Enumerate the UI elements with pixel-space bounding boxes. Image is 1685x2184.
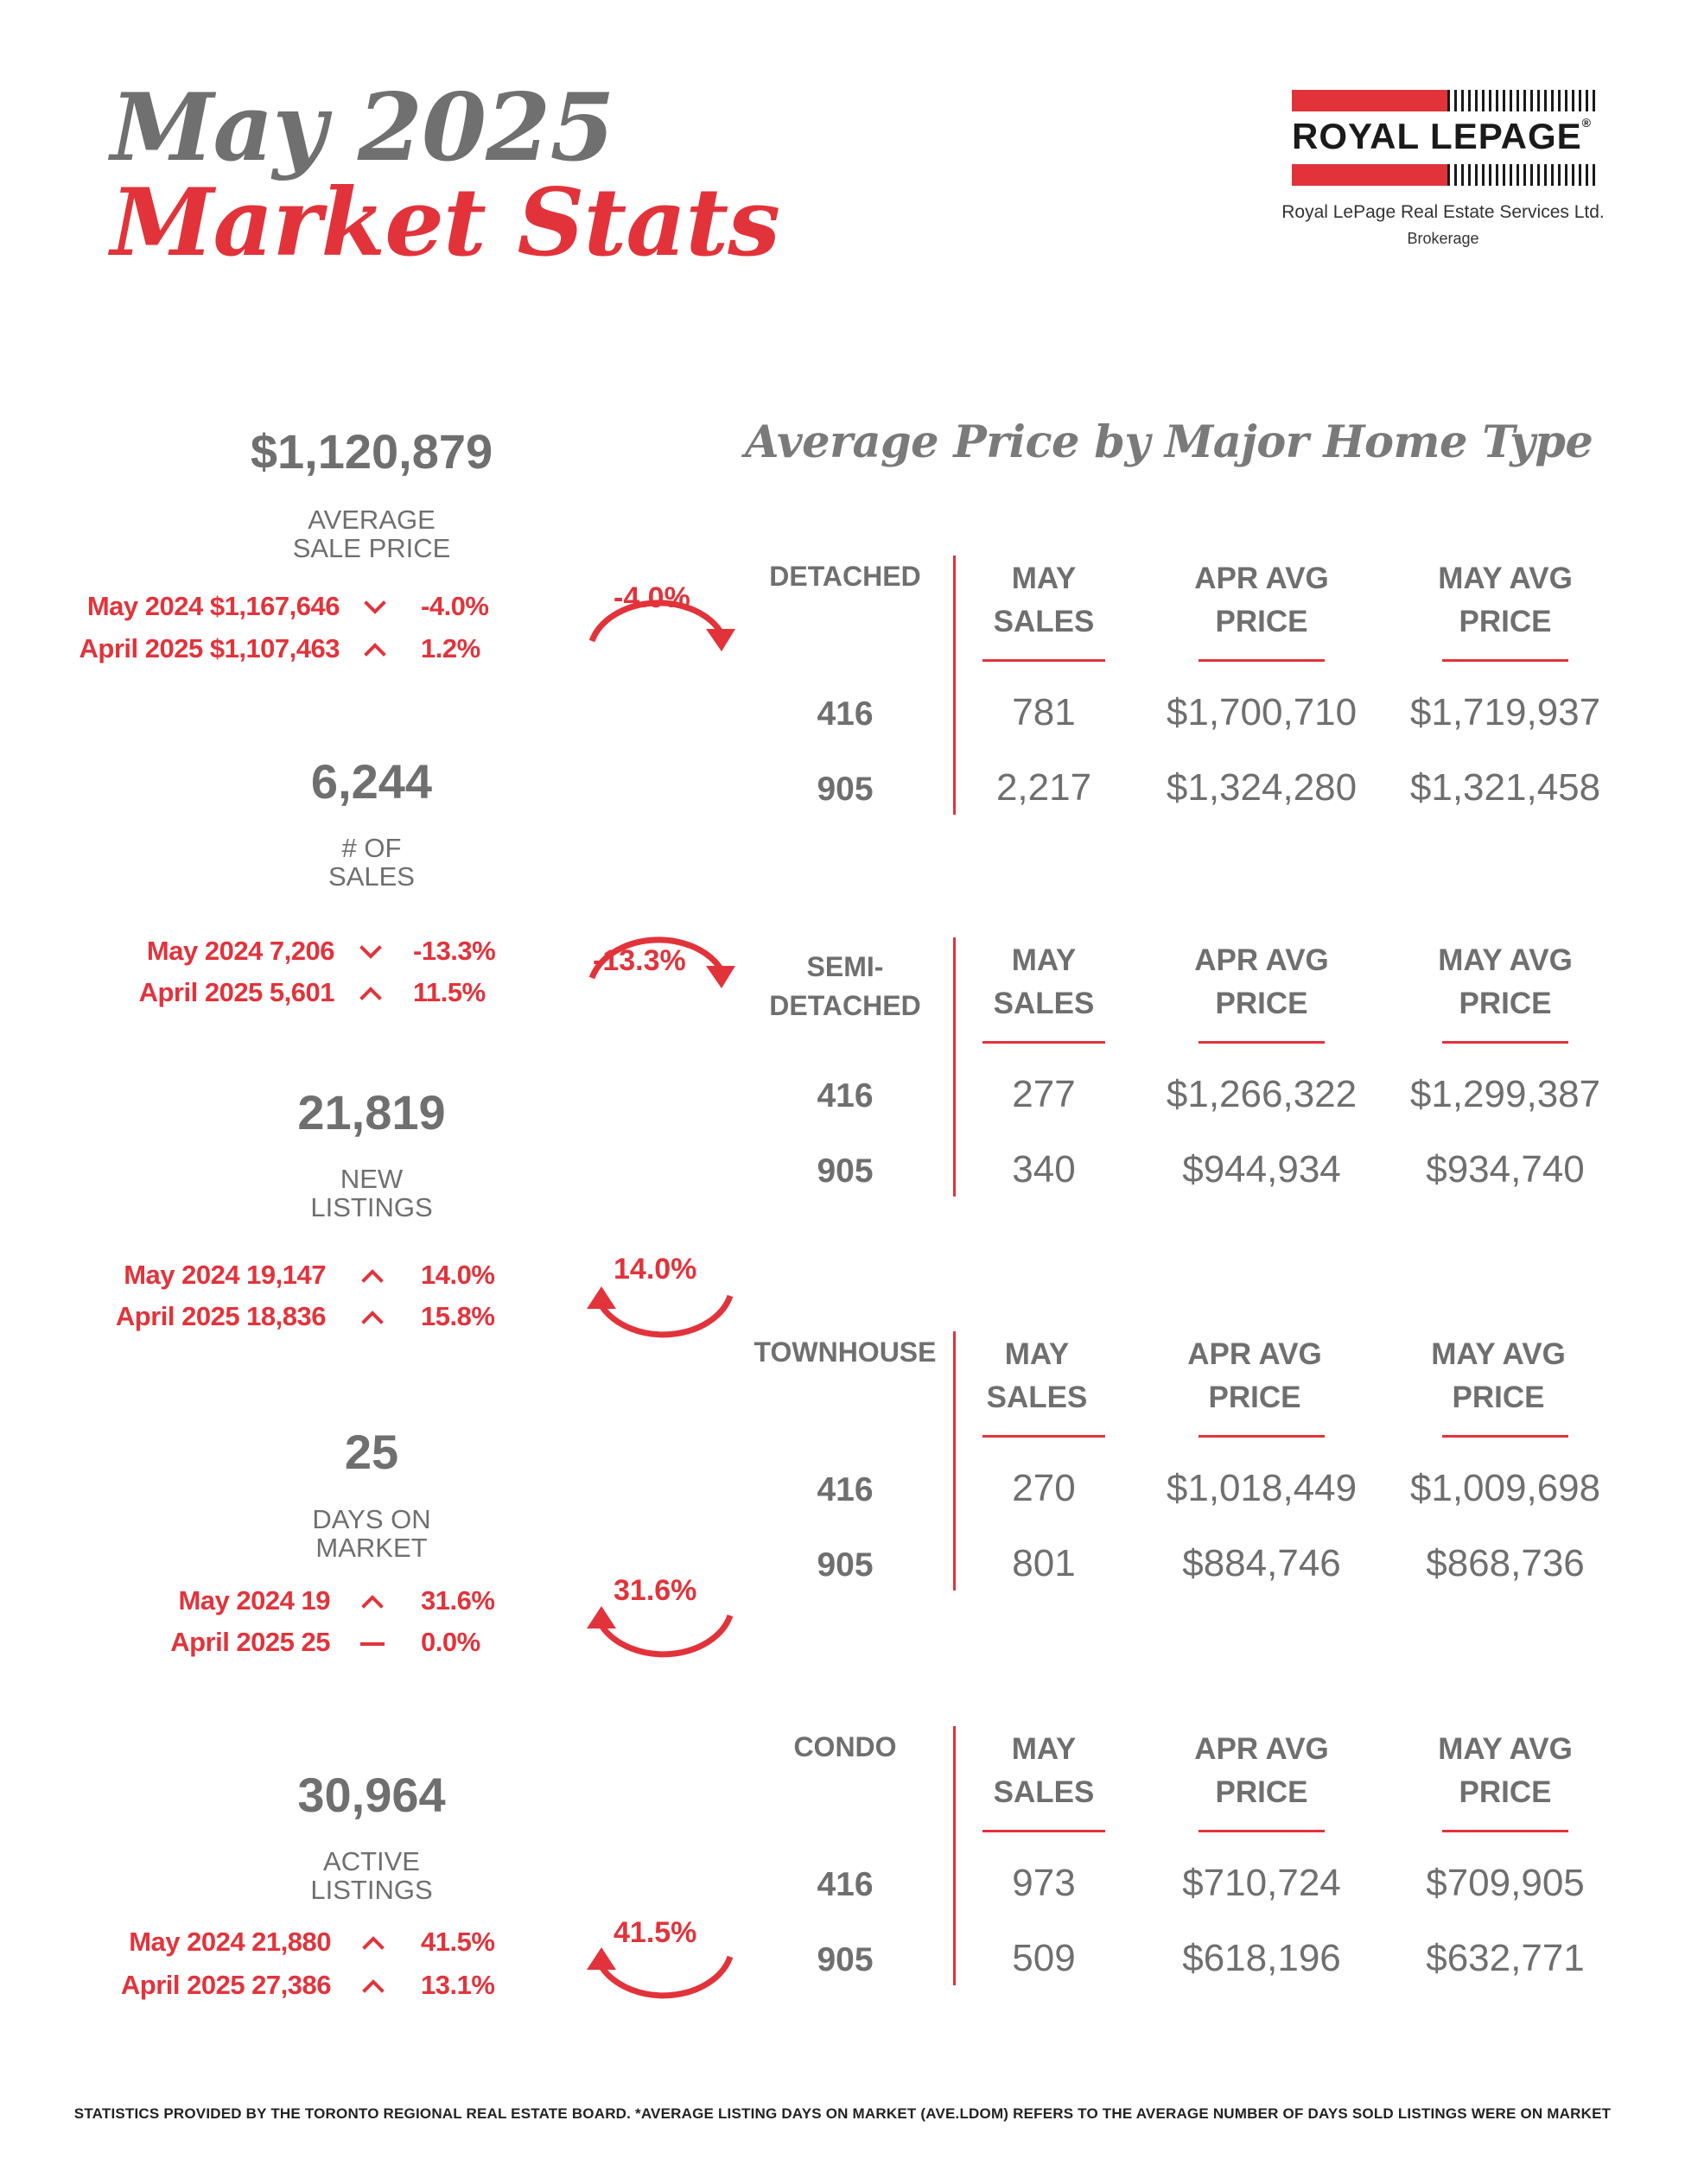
col-apr-avg-price-underline [1199,659,1325,662]
may-avg-price-value: $1,299,387 [1409,1073,1601,1115]
stat-value: $1,120,879 [250,424,493,479]
stat-label-line-1: AVERAGE [308,505,436,535]
col-may-avg-price-header-line-1: MAY AVG [1431,1337,1566,1371]
may-avg-price-value: $1,009,698 [1409,1467,1601,1509]
title-line-2: Market Stats [111,168,780,277]
chevron-up-icon [359,1267,386,1286]
comparison-label: April 2025 27,386 [120,1970,331,2000]
stat-label-line-2: SALE PRICE [292,533,451,563]
stat-label-line-1: DAYS ON [312,1504,431,1534]
col-may-sales-underline [982,1830,1105,1832]
change-badge: -4.0% [614,581,690,614]
stat-label-line-2: LISTINGS [310,1192,433,1222]
col-apr-avg-price-underline [1199,1830,1325,1832]
col-may-avg-price-header [1393,1728,1618,1814]
col-apr-avg-price-header-line-2: PRICE [1215,987,1308,1020]
section-heading: Average Price by Major Home Type [745,416,1593,468]
comparison-label: May 2024 19,147 [124,1260,326,1290]
col-apr-avg-price-header-line-2: PRICE [1215,605,1308,638]
stat-value: 30,964 [297,1768,446,1822]
area-code: 416 [817,1471,874,1508]
footnote: STATISTICS PROVIDED BY THE TORONTO REGIONAL REAL ESTATE BOARD. *AVERAGE LISTING DAYS ON MARKET (AVE.LDOM) REFERS TO THE AVERAGE NUMBER OF DAYS SOLD LISTINGS WERE ON MARKET [73,2105,1612,2122]
col-apr-avg-price-header [1149,1728,1374,1814]
col-apr-avg-price-header-line-1: APR AVG [1194,562,1329,595]
apr-avg-price-value: $710,724 [1182,1862,1341,1904]
may-avg-price-value: $632,771 [1426,1937,1585,1979]
col-may-sales-header-line-1: MAY [1011,1732,1077,1766]
comparison-change: 11.5% [413,977,486,1007]
col-may-avg-price-header-line-2: PRICE [1459,1775,1552,1809]
home-type-line-2: DETACHED [769,990,921,1021]
home-type-label [741,1728,949,1767]
col-may-avg-price-header [1386,1333,1611,1419]
col-may-sales-header-line-1: MAY [1011,943,1077,977]
may-sales-value: 277 [1012,1073,1076,1115]
comparison-label: May 2024 19 [178,1585,330,1616]
col-may-sales-header [925,1333,1149,1419]
col-may-sales-underline [982,1435,1105,1438]
may-sales-value: 340 [1012,1148,1076,1190]
apr-avg-price-value: $1,324,280 [1166,766,1358,809]
comparison-change: 0.0% [421,1627,480,1657]
may-avg-price-value: $1,321,458 [1409,766,1601,809]
col-may-avg-price-underline [1442,1041,1568,1044]
stat-value: 6,244 [310,754,433,809]
col-may-avg-price-underline [1442,659,1568,662]
area-code: 905 [817,1546,874,1584]
apr-avg-price-value: $1,018,449 [1166,1467,1358,1509]
col-may-sales-header-line-2: SALES [993,987,1095,1020]
comparison-label: April 2025 $1,107,463 [79,633,340,663]
home-type-line-1: CONDO [793,1731,897,1762]
col-may-avg-price-header-line-2: PRICE [1459,987,1552,1020]
comparison-label: April 2025 5,601 [138,977,334,1007]
chevron-up-icon [359,1592,386,1611]
change-badge: 31.6% [614,1574,697,1607]
comparison-change: 15.8% [421,1301,495,1331]
chevron-up-icon [359,1977,387,1996]
col-may-sales-header [932,939,1156,1025]
stat-label-line-1: NEW [340,1164,404,1194]
home-type-line-1: TOWNHOUSE [753,1336,937,1368]
comparison-change: 13.1% [421,1970,495,2000]
apr-avg-price-value: $618,196 [1182,1937,1341,1979]
col-apr-avg-price-underline [1199,1041,1325,1044]
area-code: 416 [817,1077,874,1114]
may-avg-price-value: $709,905 [1426,1862,1585,1904]
apr-avg-price-value: $1,700,710 [1166,691,1358,733]
comparison-label: April 2025 18,836 [115,1301,326,1331]
may-sales-value: 270 [1012,1467,1076,1509]
may-sales-value: 781 [1012,691,1076,733]
comparison-change: 14.0% [421,1260,495,1290]
change-badge: 41.5% [614,1916,697,1949]
col-may-sales-header-line-2: SALES [986,1381,1088,1414]
chevron-up-icon [359,1933,387,1952]
col-may-sales-header-line-1: MAY [1011,562,1077,595]
col-apr-avg-price-header [1142,1333,1367,1419]
comparison-change: 41.5% [421,1927,495,1957]
chevron-up-icon [361,640,389,659]
col-may-avg-price-header-line-2: PRICE [1459,605,1552,638]
home-type-line-1: DETACHED [769,561,921,592]
col-apr-avg-price-underline [1199,1435,1325,1438]
change-badge: 14.0% [614,1253,697,1286]
comparison-label: May 2024 7,206 [146,936,334,966]
col-may-sales-header-line-1: MAY [1004,1337,1070,1371]
col-may-sales-header-line-2: SALES [993,1775,1095,1809]
may-avg-price-value: $934,740 [1426,1148,1585,1190]
apr-avg-price-value: $944,934 [1182,1148,1341,1190]
col-may-sales-header [932,557,1156,644]
may-sales-value: 973 [1012,1862,1076,1904]
col-apr-avg-price-header-line-1: APR AVG [1194,1732,1329,1766]
col-may-sales-header-line-2: SALES [993,605,1095,638]
may-sales-value: 801 [1012,1542,1076,1584]
chevron-up-icon [359,1308,386,1327]
dash-icon [359,1634,386,1653]
area-code: 905 [817,1941,874,1978]
col-may-avg-price-header-line-1: MAY AVG [1438,943,1573,977]
title-line-1: May 2025 [111,73,614,182]
area-code: 416 [817,1866,874,1903]
logo-wordmark: ROYAL LEPAGE® [1292,116,1592,156]
col-apr-avg-price-header-line-1: APR AVG [1187,1337,1322,1371]
area-code: 905 [817,1152,874,1190]
comparison-change: -13.3% [413,936,496,966]
home-type-line-1: SEMI- [806,951,884,982]
comparison-change: 31.6% [421,1585,495,1616]
comparison-label: May 2024 $1,167,646 [86,591,340,621]
stat-label-line-2: LISTINGS [310,1875,433,1905]
col-may-avg-price-header [1393,557,1618,644]
col-apr-avg-price-header-line-2: PRICE [1215,1775,1308,1809]
col-may-avg-price-header-line-1: MAY AVG [1438,1732,1573,1766]
stat-value: 21,819 [297,1085,446,1140]
area-code: 905 [817,771,874,808]
col-apr-avg-price-header [1149,939,1374,1025]
stat-label-line-2: SALES [328,861,415,892]
col-may-avg-price-header [1393,939,1618,1025]
apr-avg-price-value: $884,746 [1182,1542,1341,1584]
comparison-change: -4.0% [421,591,489,621]
chevron-down-icon [357,943,385,962]
home-type-label [741,557,949,596]
col-apr-avg-price-header-line-1: APR AVG [1194,943,1329,977]
comparison-change: 1.2% [421,633,480,663]
col-may-avg-price-underline [1442,1830,1568,1832]
stat-label-line-1: ACTIVE [323,1846,420,1876]
home-type-label [741,948,949,1025]
may-avg-price-value: $868,736 [1426,1542,1585,1584]
home-type-label [741,1333,949,1372]
comparison-label: May 2024 21,880 [129,1927,331,1957]
col-may-sales-underline [982,1041,1105,1044]
stat-value: 25 [344,1425,399,1479]
col-may-avg-price-header-line-2: PRICE [1452,1381,1545,1414]
stat-label-line-2: MARKET [315,1533,428,1563]
apr-avg-price-value: $1,266,322 [1166,1073,1358,1115]
comparison-label: April 2025 25 [170,1627,330,1657]
area-code: 416 [817,695,874,733]
stat-label-line-1: # OF [341,833,402,863]
logo-company-name: Royal LePage Real Estate Services Ltd. [1281,202,1605,222]
logo-company-type: Brokerage [1407,230,1479,247]
chevron-up-icon [357,984,385,1003]
col-apr-avg-price-header [1149,557,1374,644]
col-apr-avg-price-header-line-2: PRICE [1208,1381,1301,1414]
may-sales-value: 2,217 [995,766,1092,809]
col-may-sales-underline [982,659,1105,662]
col-may-avg-price-header-line-1: MAY AVG [1438,562,1573,595]
change-badge: -13.3% [593,944,686,977]
may-sales-value: 509 [1012,1937,1076,1979]
chevron-down-icon [361,598,389,617]
may-avg-price-value: $1,719,937 [1409,691,1601,733]
col-may-avg-price-underline [1442,1435,1568,1438]
col-may-sales-header [932,1728,1156,1814]
